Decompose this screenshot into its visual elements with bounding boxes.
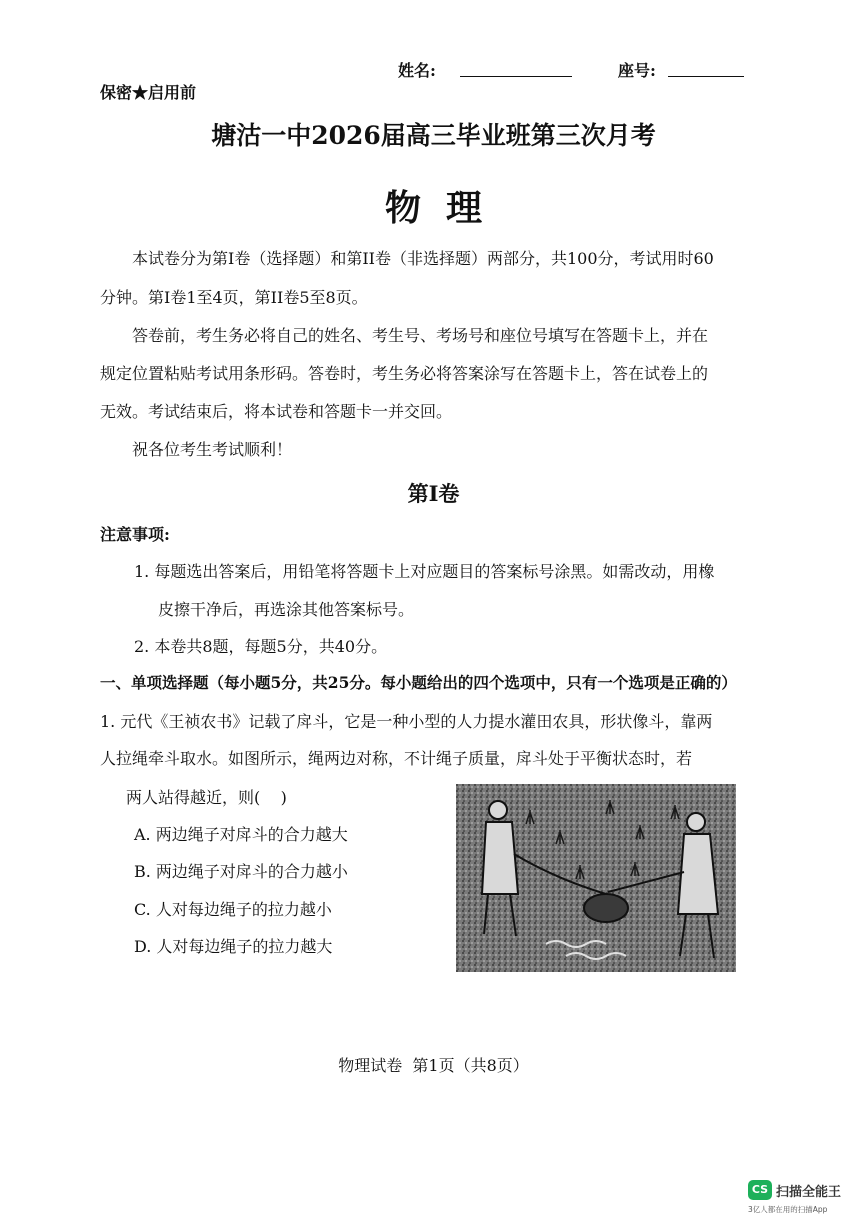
scanner-tagline: 3亿人都在用的扫描App [748, 1205, 828, 1214]
camscanner-logo-icon: CS [748, 1180, 772, 1200]
notes-item: 2. 本卷共8题，每题5分，共40分。 [134, 637, 388, 656]
question-text: 人拉绳牵斗取水。如图所示，绳两边对称，不计绳子质量，戽斗处于平衡状态时，若 [100, 749, 693, 768]
scanner-brand: 扫描全能王 [776, 1185, 842, 1200]
intro-line: 答卷前，考生务必将自己的姓名、考生号、考场号和座位号填写在答题卡上，并在 [132, 326, 709, 345]
secrecy-label: 保密★启用前 [100, 83, 197, 102]
name-label: 姓名: [398, 61, 436, 80]
page-footer: 物理试卷 第1页（共8页） [338, 1056, 529, 1075]
greeting: 祝各位考生考试顺利！ [132, 440, 293, 459]
intro-line: 分钟。第I卷1至4页，第II卷5至8页。 [100, 288, 368, 307]
notes-item: 皮擦干净后，再选涂其他答案标号。 [158, 600, 415, 619]
option-c: C. 人对每边绳子的拉力越小 [134, 900, 332, 919]
question-text: 两人站得越近，则( ) [126, 788, 287, 807]
intro-line: 规定位置粘贴考试用条形码。答卷时，考生务必将答案涂写在答题卡上，答在试卷上的 [100, 364, 709, 383]
subject-title: 物 理 [384, 187, 483, 229]
seat-label: 座号: [618, 61, 656, 80]
part-heading: 一、单项选择题（每小题5分，共25分。每小题给出的四个选项中，只有一个选项是正确的） [100, 673, 737, 692]
question-text: 1. 元代《王祯农书》记载了戽斗，它是一种小型的人力提水灌田农具，形状像斗，靠两 [100, 712, 713, 731]
notes-heading: 注意事项: [100, 525, 170, 544]
bucket-illustration-image [456, 784, 736, 972]
option-d: D. 人对每边绳子的拉力越大 [134, 937, 333, 956]
intro-line: 无效。考试结束后，将本试卷和答题卡一并交回。 [100, 402, 453, 421]
exam-title: 塘沽一中2026届高三毕业班第三次月考 [211, 121, 656, 150]
intro-line: 本试卷分为第I卷（选择题）和第II卷（非选择题）两部分，共100分，考试用时60 [132, 249, 714, 268]
seat-blank [668, 60, 744, 77]
notes-item: 1. 每题选出答案后，用铅笔将答题卡上对应题目的答案标号涂黑。如需改动，用橡 [134, 562, 715, 581]
option-b: B. 两边绳子对戽斗的合力越小 [134, 862, 348, 881]
section-title: 第I卷 [407, 481, 460, 506]
option-a: A. 两边绳子对戽斗的合力越大 [134, 825, 348, 844]
name-blank [460, 60, 572, 77]
